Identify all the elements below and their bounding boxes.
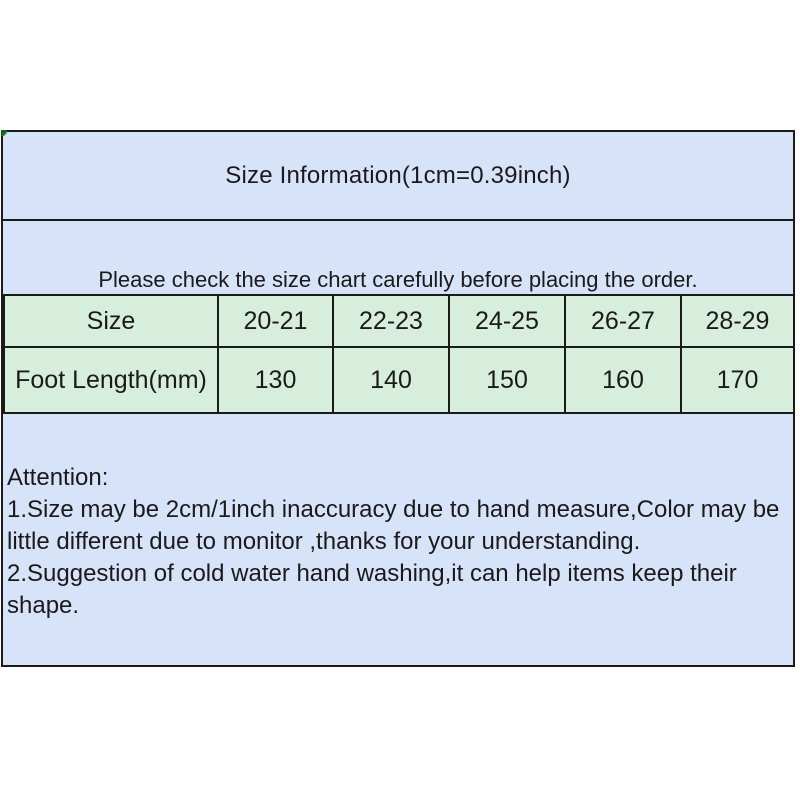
foot-length-header-cell: Foot Length(mm) bbox=[4, 347, 218, 413]
size-info-panel bbox=[1, 130, 795, 667]
size-cell: 26-27 bbox=[565, 295, 681, 347]
title-section bbox=[3, 132, 793, 221]
foot-length-cell: 150 bbox=[449, 347, 565, 413]
attention-note-2a: 2.Suggestion of cold water hand washing,it can help items keep their bbox=[7, 560, 737, 587]
size-table bbox=[3, 294, 795, 414]
size-cell: 22-23 bbox=[333, 295, 449, 347]
table-row-sizes bbox=[4, 295, 794, 347]
size-header-cell: Size bbox=[4, 295, 218, 347]
size-cell: 24-25 bbox=[449, 295, 565, 347]
attention-section bbox=[3, 414, 793, 665]
attention-heading: Attention: bbox=[7, 464, 109, 491]
foot-length-cell: 130 bbox=[218, 347, 333, 413]
attention-note-1b: little different due to monitor ,thanks for your understanding. bbox=[7, 528, 641, 555]
size-cell: 28-29 bbox=[681, 295, 794, 347]
foot-length-cell: 140 bbox=[333, 347, 449, 413]
check-size-chart-note: Please check the size chart carefully before placing the order. bbox=[98, 267, 698, 292]
panel-title: Size Information(1cm=0.39inch) bbox=[225, 161, 571, 189]
foot-length-cell: 160 bbox=[565, 347, 681, 413]
size-cell: 20-21 bbox=[218, 295, 333, 347]
attention-note-1a: 1.Size may be 2cm/1inch inaccuracy due to hand measure,Color may be bbox=[7, 496, 780, 523]
corner-green-artifact bbox=[1, 130, 7, 136]
foot-length-cell: 170 bbox=[681, 347, 794, 413]
table-row-foot-length bbox=[4, 347, 794, 413]
attention-note-2b: shape. bbox=[7, 592, 80, 619]
subnote-section bbox=[3, 221, 793, 294]
